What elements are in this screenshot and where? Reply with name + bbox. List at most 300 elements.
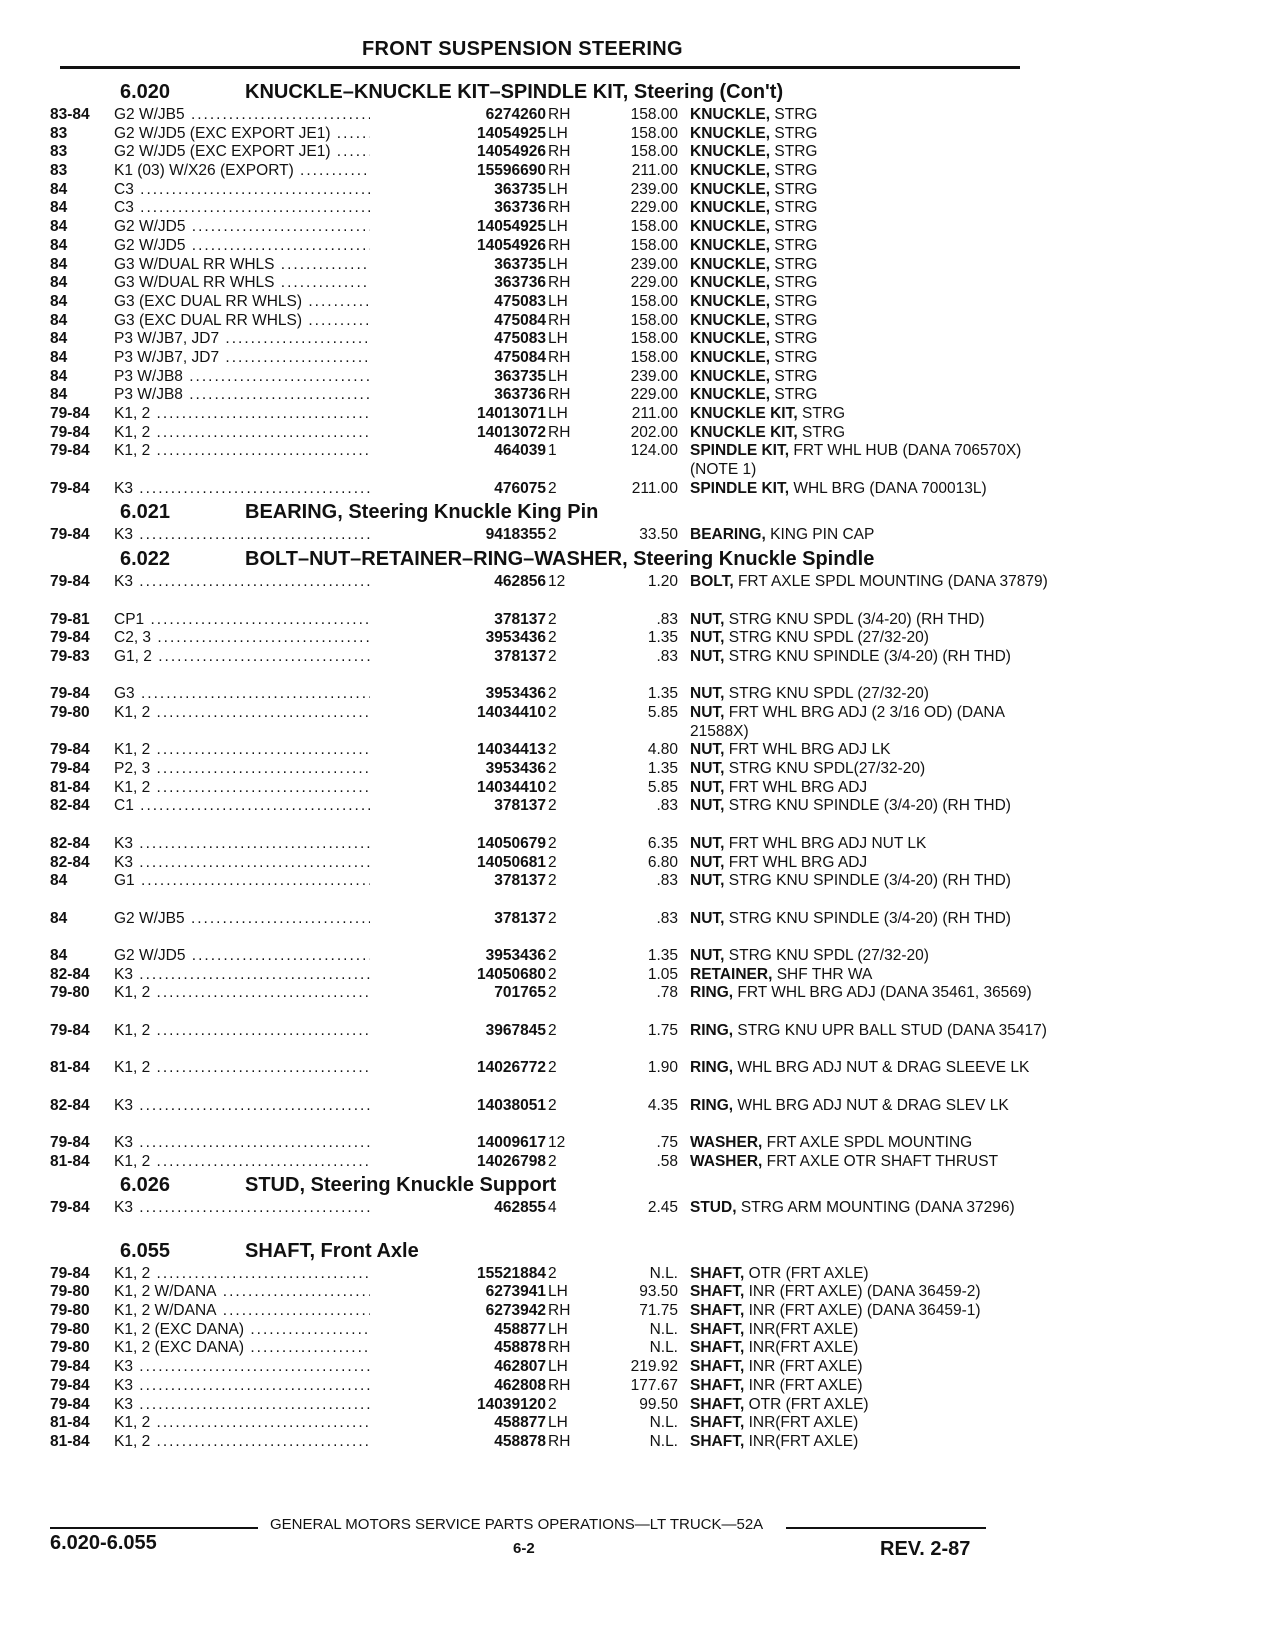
part-name: NUT,	[690, 778, 725, 796]
part-number: 458877	[370, 1414, 546, 1433]
part-description	[690, 1377, 1060, 1396]
model-code: K3 .....	[114, 854, 432, 873]
part-number: 363735	[370, 256, 546, 275]
part-detail: INR(FRT AXLE)	[748, 1432, 859, 1450]
part-detail: STRG	[774, 218, 818, 236]
group-title: BEARING, Steering Knuckle King Pin	[245, 501, 599, 524]
model-code: K3 .....	[114, 1134, 432, 1153]
model-years: 84	[50, 311, 68, 329]
part-row	[50, 143, 1010, 162]
part-row	[50, 1321, 1010, 1340]
part-detail: STRG	[774, 124, 818, 142]
part-description	[690, 424, 1060, 443]
price: 1.75	[647, 1021, 678, 1039]
part-name: BEARING,	[690, 526, 766, 544]
part-row	[50, 947, 1010, 966]
model-years: 79-80	[50, 1320, 90, 1338]
part-number: 378137	[370, 797, 546, 816]
part-number: 15521884	[370, 1265, 546, 1284]
part-detail: INR(FRT AXLE)	[748, 1320, 859, 1338]
part-detail: STRG KNU SPDL (3/4-20) (RH THD)	[728, 610, 985, 628]
part-description	[690, 405, 1060, 424]
quantity: RH	[548, 311, 571, 329]
part-description	[690, 1265, 1060, 1284]
price: .83	[656, 909, 678, 927]
quantity: 2	[548, 984, 557, 1002]
part-detail: STRG	[774, 162, 818, 180]
price: 1.20	[647, 573, 678, 591]
part-number: 6273941	[370, 1283, 546, 1302]
quantity: RH	[548, 348, 571, 366]
part-name: RING,	[690, 1021, 734, 1039]
part-number: 458878	[370, 1433, 546, 1452]
model-years: 84	[50, 367, 68, 385]
part-name: KNUCKLE,	[690, 218, 771, 236]
part-number: 363735	[370, 181, 546, 200]
part-number: 14009617	[370, 1134, 546, 1153]
part-name: NUT,	[690, 946, 725, 964]
part-name: RING,	[690, 1096, 734, 1114]
part-detail: STRG	[801, 405, 846, 422]
model-code: C3 .....	[114, 181, 432, 200]
model-years: 82-84	[50, 834, 90, 852]
part-row	[50, 685, 1010, 704]
part-number: 462855	[370, 1199, 546, 1218]
model-code: G2 W/JD5 .....	[114, 218, 432, 237]
part-name: SHAFT,	[690, 1395, 745, 1413]
part-row	[50, 237, 1010, 256]
part-row	[50, 125, 1010, 144]
price: 5.85	[647, 703, 678, 721]
part-description	[690, 779, 1060, 798]
part-detail: OTR (FRT AXLE)	[748, 1395, 869, 1413]
price: 4.35	[647, 1096, 678, 1114]
model-years: 79-81	[50, 610, 90, 628]
part-detail: INR(FRT AXLE)	[748, 1339, 859, 1357]
part-description	[690, 386, 1060, 405]
quantity: 2	[548, 1264, 557, 1282]
model-code: G3 W/DUAL RR WHLS .....	[114, 256, 432, 275]
part-description	[690, 349, 1060, 368]
part-number: 14034413	[370, 741, 546, 760]
quantity: 2	[548, 629, 557, 647]
part-row	[50, 966, 1010, 985]
quantity: 2	[548, 1152, 557, 1170]
part-row	[50, 1153, 1010, 1172]
quantity: LH	[548, 292, 568, 310]
part-description	[690, 218, 1060, 237]
model-years: 79-80	[50, 703, 90, 721]
quantity: 2	[548, 834, 557, 852]
model-years: 79-84	[50, 760, 90, 778]
model-years: 79-84	[50, 1021, 90, 1039]
model-years: 83	[50, 143, 68, 161]
part-name: SHAFT,	[690, 1358, 745, 1376]
part-number: 475084	[370, 349, 546, 368]
group-title: KNUCKLE–KNUCKLE KIT–SPINDLE KIT, Steering (Con't)	[245, 81, 784, 103]
model-years: 82-84	[50, 853, 90, 871]
quantity: LH	[548, 218, 568, 236]
quantity: 2	[548, 479, 557, 497]
part-number: 15596690	[370, 162, 546, 181]
model-code: K3 .....	[114, 573, 432, 592]
quantity: 12	[548, 573, 566, 591]
part-row	[50, 1414, 1010, 1433]
model-code: G2 W/JD5 .....	[114, 947, 432, 966]
part-description	[690, 1059, 1060, 1078]
part-number: 458877	[370, 1321, 546, 1340]
model-years: 81-84	[50, 1152, 90, 1170]
price: 93.50	[639, 1283, 678, 1301]
part-name: KNUCKLE,	[690, 386, 771, 404]
quantity: 2	[548, 778, 557, 796]
part-row	[50, 1059, 1030, 1096]
part-name: NUT,	[690, 853, 725, 871]
part-name: NUT,	[690, 629, 725, 647]
part-number: 14039120	[370, 1396, 546, 1415]
part-detail: WHL BRG ADJ NUT & DRAG SLEV LK	[737, 1096, 1009, 1114]
model-code: C3 .....	[114, 199, 432, 218]
part-description	[690, 872, 1060, 891]
model-years: 79-80	[50, 1339, 90, 1357]
model-years: 81-84	[50, 778, 90, 796]
quantity: RH	[548, 236, 571, 254]
part-description	[690, 480, 1060, 499]
part-name: KNUCKLE,	[690, 106, 771, 123]
model-code: P2, 3 .....	[114, 760, 432, 779]
part-name: KNUCKLE,	[690, 180, 771, 198]
part-row	[50, 162, 1010, 181]
part-number: 3953436	[370, 947, 546, 966]
part-number: 475083	[370, 293, 546, 312]
part-name: SHAFT,	[690, 1376, 745, 1394]
part-row	[50, 704, 1010, 741]
part-detail: STRG	[774, 255, 818, 273]
price: N.L.	[649, 1320, 678, 1338]
part-name: NUT,	[690, 797, 725, 815]
price: 177.67	[630, 1376, 678, 1394]
model-years: 79-84	[50, 405, 90, 422]
part-row	[50, 1302, 1010, 1321]
quantity: 2	[548, 1021, 557, 1039]
part-detail: STRG KNU SPINDLE (3/4-20) (RH THD)	[728, 872, 1011, 890]
part-number: 363736	[370, 386, 546, 405]
model-code: K1, 2 .....	[114, 1265, 432, 1284]
part-row	[50, 386, 1010, 405]
part-detail: STRG	[774, 348, 818, 366]
price: 211.00	[631, 405, 678, 422]
price: .83	[656, 610, 678, 628]
part-row	[50, 405, 1010, 424]
footer-rule-left	[50, 1527, 258, 1529]
part-row	[50, 1134, 1010, 1153]
part-number: 14050679	[370, 835, 546, 854]
part-description	[690, 442, 1060, 479]
part-detail: STRG	[774, 292, 818, 310]
part-number: 14054925	[370, 218, 546, 237]
part-description	[690, 573, 1060, 592]
price: 158.00	[630, 143, 678, 161]
group-header	[50, 1237, 1010, 1265]
model-code: G2 W/JD5 (EXC EXPORT JE1) .....	[114, 143, 432, 162]
model-code: G3 W/DUAL RR WHLS .....	[114, 274, 432, 293]
part-name: NUT,	[690, 909, 725, 927]
group-title: STUD, Steering Knuckle Support	[245, 1174, 557, 1197]
part-number: 3967845	[370, 1022, 546, 1041]
part-description	[690, 1199, 1060, 1218]
model-years: 81-84	[50, 1059, 90, 1077]
part-description	[690, 368, 1060, 387]
part-name: SPINDLE KIT,	[690, 442, 790, 460]
part-row	[50, 274, 1010, 293]
part-number: 464039	[370, 442, 546, 461]
model-years: 84	[50, 274, 68, 292]
part-detail: STRG	[774, 311, 818, 329]
model-code: P3 W/JB7, JD7 .....	[114, 330, 432, 349]
group-code: 6.020	[120, 81, 171, 103]
footer-section-range: 6.020-6.055	[50, 1532, 157, 1554]
quantity: RH	[548, 1302, 571, 1320]
price: 2.45	[647, 1199, 678, 1217]
part-description	[690, 237, 1060, 256]
group-code: 6.022	[120, 548, 171, 571]
model-years: 79-84	[50, 479, 90, 497]
footer-page-number: 6-2	[513, 1540, 535, 1557]
part-number: 14050680	[370, 966, 546, 985]
quantity: 2	[548, 1059, 557, 1077]
model-years: 79-84	[50, 1264, 90, 1282]
part-description	[690, 125, 1060, 144]
part-detail: OTR (FRT AXLE)	[748, 1264, 869, 1282]
part-name: RETAINER,	[690, 965, 773, 983]
part-row	[50, 368, 1010, 387]
part-description	[690, 1153, 1060, 1172]
part-detail: STRG	[774, 367, 818, 385]
model-years: 79-84	[50, 442, 90, 460]
model-years: 79-83	[50, 647, 90, 665]
part-row	[50, 984, 1032, 1021]
price: 239.00	[630, 255, 678, 273]
quantity: LH	[548, 1283, 568, 1301]
part-number: 9418355	[370, 526, 546, 545]
price: 99.50	[639, 1395, 678, 1413]
quantity: RH	[548, 1432, 571, 1450]
part-name: RING,	[690, 984, 734, 1002]
part-description	[690, 1433, 1060, 1452]
part-number: 462808	[370, 1377, 546, 1396]
model-code: K1, 2 .....	[114, 1059, 432, 1078]
part-name: SHAFT,	[690, 1264, 745, 1282]
part-name: SHAFT,	[690, 1302, 745, 1320]
model-years: 79-84	[50, 1395, 90, 1413]
part-description	[690, 704, 1060, 741]
model-years: 79-84	[50, 423, 90, 441]
part-detail: SHF THR WA	[776, 965, 873, 983]
model-years: 79-84	[50, 1199, 90, 1217]
part-description	[690, 1302, 1060, 1321]
model-code: G1 .....	[114, 872, 432, 891]
price: 202.00	[630, 423, 678, 441]
part-number: 475084	[370, 312, 546, 331]
part-number: 14034410	[370, 779, 546, 798]
quantity: 2	[548, 1096, 557, 1114]
model-years: 79-80	[50, 1302, 90, 1320]
part-detail: STRG	[774, 106, 818, 123]
part-name: KNUCKLE,	[690, 330, 771, 348]
part-row	[50, 1396, 1010, 1415]
price: 4.80	[647, 741, 678, 759]
part-detail: INR (FRT AXLE) (DANA 36459-1)	[748, 1302, 981, 1320]
part-name: KNUCKLE,	[690, 124, 771, 142]
part-detail: STRG KNU SPINDLE (3/4-20) (RH THD)	[728, 647, 1011, 665]
model-years: 83	[50, 162, 68, 180]
quantity: 2	[548, 647, 557, 665]
part-detail: STRG	[774, 330, 818, 348]
model-years: 84	[50, 909, 68, 927]
part-description	[690, 685, 1060, 704]
group-code: 6.055	[120, 1239, 171, 1262]
price: 158.00	[630, 106, 678, 123]
part-detail: INR(FRT AXLE)	[748, 1414, 859, 1432]
part-name: KNUCKLE,	[690, 162, 771, 180]
part-name: KNUCKLE KIT,	[690, 405, 798, 422]
model-years: 79-84	[50, 1376, 90, 1394]
part-name: KNUCKLE,	[690, 311, 771, 329]
model-code: C1 .....	[114, 797, 432, 816]
part-detail: FRT WHL HUB (DANA 706570X) (NOTE 1)	[690, 442, 1022, 479]
part-detail: STRG	[774, 143, 818, 161]
part-number: 14054926	[370, 143, 546, 162]
model-code: P3 W/JB8 .....	[114, 368, 432, 387]
price: 239.00	[630, 367, 678, 385]
model-years: 84	[50, 218, 68, 236]
quantity: 2	[548, 965, 557, 983]
model-years: 84	[50, 199, 68, 217]
part-name: WASHER,	[690, 1152, 763, 1170]
model-code: K3 .....	[114, 1358, 432, 1377]
quantity: LH	[548, 330, 568, 348]
part-row	[50, 349, 1010, 368]
quantity: LH	[548, 255, 568, 273]
part-row	[50, 573, 1048, 610]
price: 1.35	[647, 946, 678, 964]
quantity: 2	[548, 703, 557, 721]
part-detail: STRG KNU SPINDLE (3/4-20) (RH THD)	[728, 797, 1011, 815]
price: 158.00	[630, 236, 678, 254]
model-code: G2 W/JB5 .....	[114, 106, 432, 125]
model-code: K1, 2 .....	[114, 984, 432, 1003]
model-code: K1, 2 .....	[114, 424, 432, 443]
part-description	[690, 1358, 1060, 1377]
price: N.L.	[649, 1264, 678, 1282]
model-code: K3 .....	[114, 1199, 432, 1218]
part-name: NUT,	[690, 703, 725, 721]
quantity: RH	[548, 1339, 571, 1357]
quantity: LH	[548, 1358, 568, 1376]
part-number: 378137	[370, 872, 546, 891]
part-description	[690, 274, 1060, 293]
group-header	[50, 545, 1010, 573]
part-name: NUT,	[690, 760, 725, 778]
price: 158.00	[630, 292, 678, 310]
part-detail: FRT WHL BRG ADJ NUT LK	[728, 834, 927, 852]
part-number: 3953436	[370, 760, 546, 779]
model-code: G3 .....	[114, 685, 432, 704]
quantity: 12	[548, 1133, 566, 1151]
price: 239.00	[630, 180, 678, 198]
part-description	[690, 330, 1060, 349]
part-description	[690, 984, 1060, 1003]
part-row	[50, 760, 1010, 779]
quantity: RH	[548, 1376, 571, 1394]
model-code: K1, 2 .....	[114, 779, 432, 798]
model-code: K1, 2 .....	[114, 1414, 432, 1433]
model-years: 79-84	[50, 1358, 90, 1376]
model-code: K1, 2 .....	[114, 1022, 432, 1041]
part-name: NUT,	[690, 872, 725, 890]
footer-publisher: GENERAL MOTORS SERVICE PARTS OPERATIONS—LT TRUCK—52A	[270, 1516, 764, 1533]
model-code: K1, 2 .....	[114, 442, 432, 461]
part-number: 14050681	[370, 854, 546, 873]
part-name: KNUCKLE KIT,	[690, 423, 798, 441]
model-years: 84	[50, 236, 68, 254]
price: 158.00	[630, 330, 678, 348]
price: 158.00	[630, 124, 678, 142]
model-years: 84	[50, 255, 68, 273]
part-description	[690, 256, 1060, 275]
part-number: 701765	[370, 984, 546, 1003]
model-code: K1, 2 W/DANA .....	[114, 1283, 432, 1302]
part-number: 3953436	[370, 629, 546, 648]
part-name: SHAFT,	[690, 1414, 745, 1432]
part-row	[50, 648, 1010, 685]
part-detail: STRG	[774, 386, 818, 404]
part-row	[50, 1433, 1010, 1452]
quantity: 2	[548, 610, 557, 628]
group-code: 6.026	[120, 1174, 171, 1197]
quantity: RH	[548, 162, 571, 180]
part-number: 378137	[370, 910, 546, 929]
part-row	[50, 181, 1010, 200]
model-code: K3 .....	[114, 966, 432, 985]
part-number: 14054925	[370, 125, 546, 144]
part-row	[50, 480, 1010, 499]
part-row	[50, 330, 1010, 349]
part-detail: FRT AXLE SPDL MOUNTING (DANA 37879)	[737, 573, 1048, 591]
part-name: SHAFT,	[690, 1339, 745, 1357]
model-years: 79-84	[50, 629, 90, 647]
model-code: G1, 2 .....	[114, 648, 432, 667]
model-years: 79-80	[50, 1283, 90, 1301]
quantity: RH	[548, 274, 571, 292]
quantity: LH	[548, 1320, 568, 1338]
model-years: 79-84	[50, 741, 90, 759]
quantity: 2	[548, 685, 557, 703]
part-detail: FRT WHL BRG ADJ (2 3/16 OD) (DANA 21588X)	[690, 703, 1005, 740]
part-number: 14054926	[370, 237, 546, 256]
part-number: 14026798	[370, 1153, 546, 1172]
price: 1.35	[647, 629, 678, 647]
part-description	[690, 143, 1060, 162]
price: 1.35	[647, 685, 678, 703]
part-row	[50, 779, 1010, 798]
model-code: K1, 2 .....	[114, 1433, 432, 1452]
model-code: K3 .....	[114, 835, 432, 854]
model-years: 83	[50, 124, 68, 142]
model-years: 79-80	[50, 984, 90, 1002]
part-number: 14038051	[370, 1097, 546, 1116]
price: N.L.	[649, 1339, 678, 1357]
